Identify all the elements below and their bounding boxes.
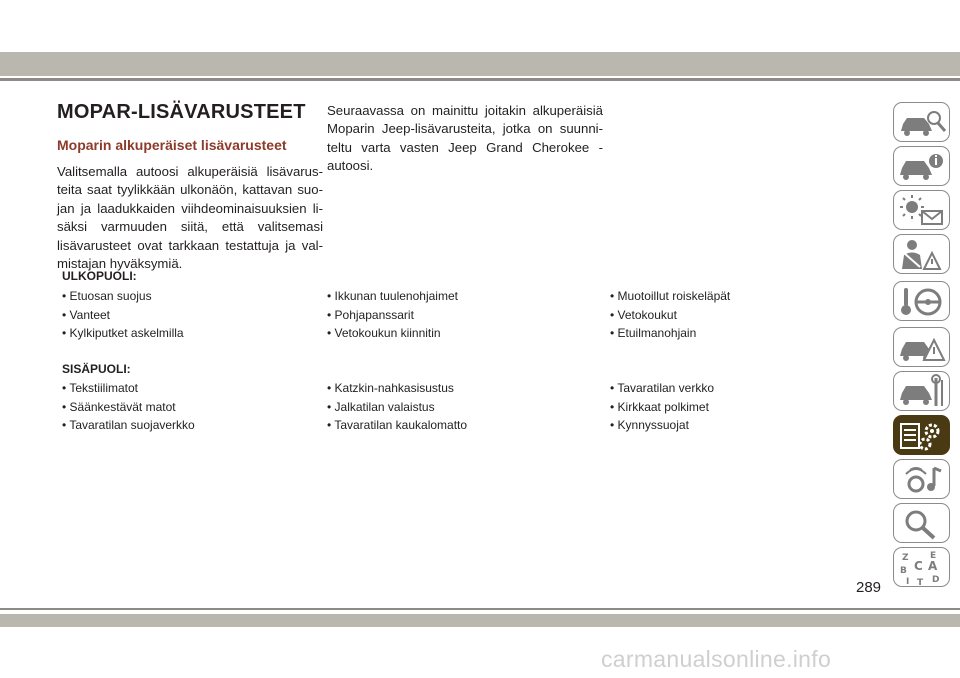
list-item: • Etuilmanohjain (610, 326, 697, 340)
tab-car-info[interactable] (893, 146, 950, 186)
list-item: • Tavaratilan verkko (610, 381, 715, 395)
search-icon (894, 504, 951, 544)
list-item: • Jalkatilan valaistus (327, 400, 435, 414)
list-item: • Katzkin-nahkasisustus (327, 381, 454, 395)
car-search-icon (894, 103, 951, 143)
footer-rule (0, 608, 960, 610)
tab-starting-driving[interactable] (893, 281, 950, 321)
page-number: 289 (856, 579, 882, 596)
index-letters-icon (894, 548, 951, 588)
page-title: MOPAR-LISÄVARUSTEET (57, 101, 306, 123)
index-letter: D (932, 575, 940, 585)
warning-lights-message-icon (894, 191, 951, 231)
car-info-icon (894, 147, 951, 187)
list-item: • Tavaratilan suojaverkko (62, 418, 195, 432)
index-letter: T (917, 578, 924, 588)
index-letter: E (930, 551, 937, 561)
tab-safety[interactable] (893, 234, 950, 274)
exterior-heading: ULKOPUOLI: (62, 269, 137, 283)
intro-paragraph: Valitsemalla autoosi alkuperäisiä lisävarus-teita saat tyylikkään ulkonäön, kattavan suo-jan ja laadukkaiden viihdeominaisuuksien li-säksi varmuuden siitä, että valitsemasi lisävarusteet ovat tarkkaan testattuja ja val-mistajan hyväksymiä. (57, 164, 323, 272)
index-letter: B (900, 566, 907, 576)
list-item: • Tekstiilimatot (62, 381, 139, 395)
tab-index[interactable] (893, 547, 950, 587)
index-letter: C (914, 559, 923, 573)
header-band (0, 52, 960, 76)
watermark: carmanualsonline.info (601, 646, 832, 672)
seatbelt-airbag-icon (894, 235, 951, 275)
index-letter: Z (902, 553, 909, 563)
list-item: • Kylkiputket askelmilla (62, 326, 184, 340)
footer-band (0, 614, 960, 627)
list-item: • Tavaratilan kaukalomatto (327, 418, 468, 432)
tab-warning-lights[interactable] (893, 190, 950, 230)
list-item: • Kirkkaat polkimet (610, 400, 709, 414)
list-item: • Pohjapanssarit (327, 308, 414, 322)
index-letter: I (906, 577, 910, 587)
list-item: • Ikkunan tuulenohjaimet (327, 289, 458, 303)
interior-heading: SISÄPUOLI: (62, 362, 131, 376)
tab-search[interactable] (893, 503, 950, 543)
tab-multimedia[interactable] (893, 459, 950, 499)
list-item: • Vetokoukut (610, 308, 677, 322)
list-item: • Muotoillut roiskeläpät (610, 289, 731, 303)
list-item: • Kynnyssuojat (610, 418, 689, 432)
header-rule (0, 78, 960, 81)
multimedia-icon (894, 460, 951, 500)
tab-technical-specs[interactable] (893, 415, 950, 455)
tab-car-search[interactable] (893, 102, 950, 142)
car-hazard-icon (894, 328, 951, 368)
intro-paragraph-2: Seuraavassa on mainittu joitakin alkuperäisiä Moparin Jeep-lisävarusteita, jotka on suunni-teltu varta vasten Jeep Grand Cherokee -autoosi. (327, 103, 603, 174)
steering-key-icon (894, 282, 951, 322)
list-item: • Vetokoukun kiinnitin (327, 326, 441, 340)
list-item: • Vanteet (62, 308, 111, 322)
list-item: • Säänkestävät matot (62, 400, 176, 414)
tab-servicing[interactable] (893, 371, 950, 411)
index-letter: A (928, 559, 938, 573)
list-item: • Etuosan suojus (62, 289, 152, 303)
car-tools-icon (894, 372, 951, 412)
section-subtitle: Moparin alkuperäiset lisävarusteet (57, 137, 287, 153)
specs-gear-icon (894, 416, 951, 456)
tab-emergency[interactable] (893, 327, 950, 367)
